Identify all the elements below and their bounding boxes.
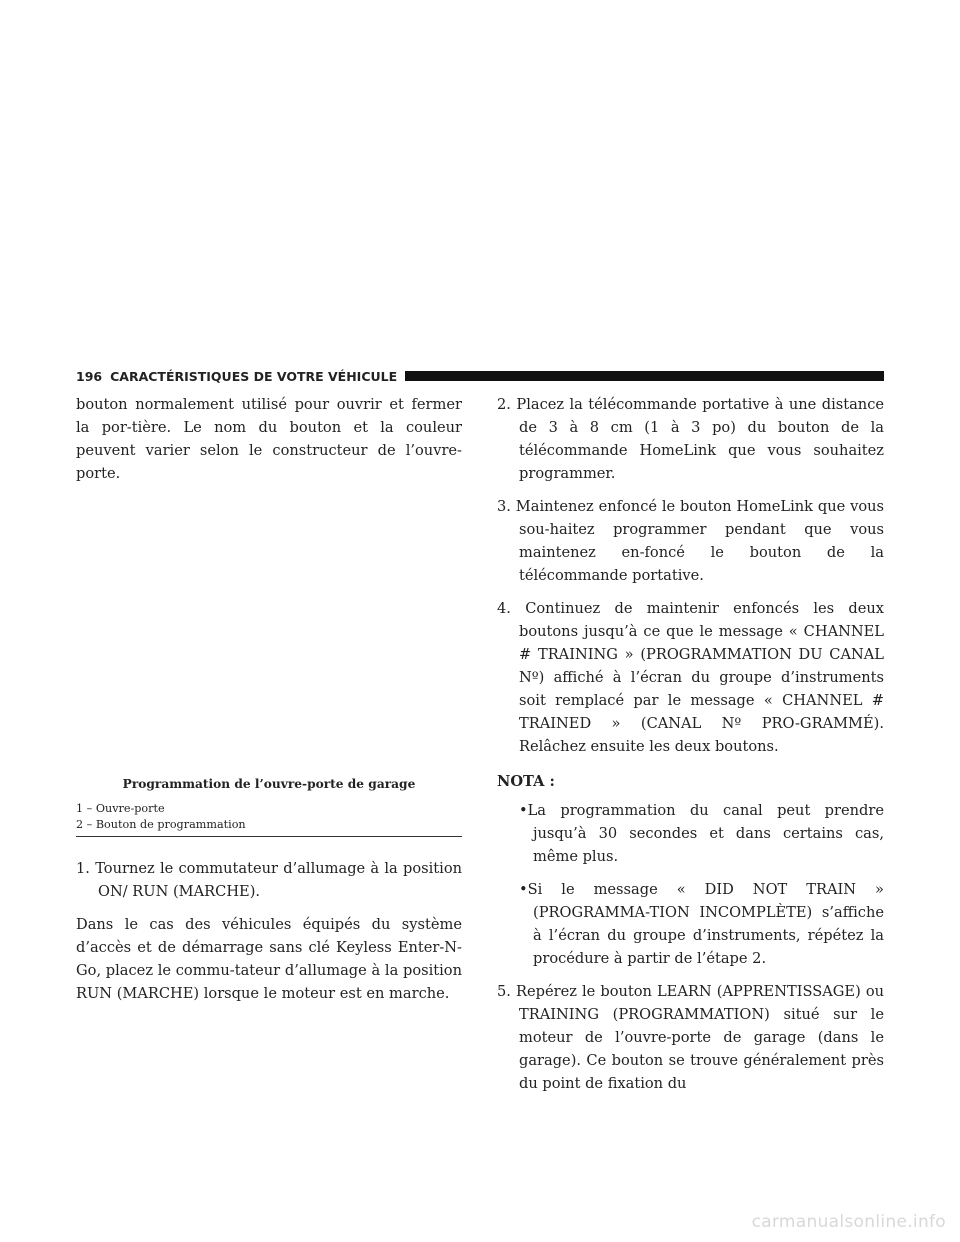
- step-2-text: Placez la télécommande portative à une distance de 3 à 8 cm (1 à 3 po) du bouton de la télécommande HomeLink que vous souhaitez programmer.: [516, 396, 885, 482]
- section-title: CARACTÉRISTIQUES DE VOTRE VÉHICULE: [110, 368, 398, 384]
- step-1-text: Tournez le commutateur d’allumage à la position ON/ RUN (MARCHE).: [95, 860, 463, 900]
- step-5-number: 5.: [497, 983, 511, 1000]
- step-3: [497, 495, 884, 587]
- step-4-text: Continuez de maintenir enfoncés les deux boutons jusqu’à ce que le message « CHANNEL # TRAINING » (PROGRAMMATION DU CANAL Nº) affiché à l’écran du groupe d’instruments soit remplacé par le message « CHANNEL # TRAINED » (CANAL Nº PRO-GRAMMÉ). Relâchez ensuite les deux boutons.: [519, 600, 885, 755]
- figure-caption-item-2: 2 – Bouton de programmation: [76, 817, 246, 831]
- step-4-number: 4.: [497, 600, 511, 617]
- left-column: [76, 393, 462, 1005]
- step-1-number: 1.: [76, 860, 90, 877]
- step-3-number: 3.: [497, 498, 511, 515]
- step-2-number: 2.: [497, 396, 511, 413]
- step-5-text: Repérez le bouton LEARN (APPRENTISSAGE) ou TRAINING (PROGRAMMATION) situé sur le moteur de l’ouvre-porte de garage (dans le garage). Ce bouton se trouve généralement près du point de fixation du: [516, 983, 885, 1092]
- bullet-icon: •: [519, 881, 528, 898]
- caption-rule: [76, 836, 462, 837]
- step-1: [76, 857, 462, 903]
- header-rule: [405, 371, 884, 381]
- keyless-paragraph: Dans le cas des véhicules équipés du système d’accès et de démarrage sans clé Keyless Enter-N-Go, placez le commu-tateur d’allumage à la position RUN (MARCHE) lorsque le moteur est en marche.: [76, 916, 462, 1002]
- nota-bullet-2-text: Si le message « DID NOT TRAIN » (PROGRAMMA-TION INCOMPLÈTE) s’affiche à l’écran du groupe d’instruments, répétez la procédure à partir de l’étape 2.: [527, 881, 884, 967]
- page-header: [76, 365, 884, 387]
- intro-paragraph: bouton normalement utilisé pour ouvrir et fermer la por-tière. Le nom du bouton et la couleur peuvent varier selon le constructeur de l’ouvre-porte.: [76, 396, 462, 482]
- step-2: [497, 393, 884, 485]
- step-5: [497, 980, 884, 1095]
- nota-label: NOTA :: [497, 773, 555, 790]
- nota-bullet-1: [519, 799, 884, 868]
- step-3-text: Maintenez enfoncé le bouton HomeLink que vous sou-haitez programmer pendant que vous maintenez en-foncé le bouton de la télécommande portative.: [515, 498, 885, 584]
- figure-caption-item-1: 1 – Ouvre-porte: [76, 802, 165, 815]
- watermark: carmanualsonline.info: [751, 1212, 946, 1232]
- figure-placeholder: [76, 485, 462, 775]
- bullet-icon: •: [519, 802, 528, 819]
- nota-bullet-2: [519, 878, 884, 970]
- right-column: [497, 393, 884, 1105]
- step-4: [497, 597, 884, 758]
- figure-caption-title: Programmation de l’ouvre-porte de garage: [122, 777, 416, 791]
- page-number: 196: [76, 368, 103, 384]
- nota-bullet-1-text: La programmation du canal peut prendre jusqu’à 30 secondes et dans certains cas, même plus.: [527, 802, 884, 865]
